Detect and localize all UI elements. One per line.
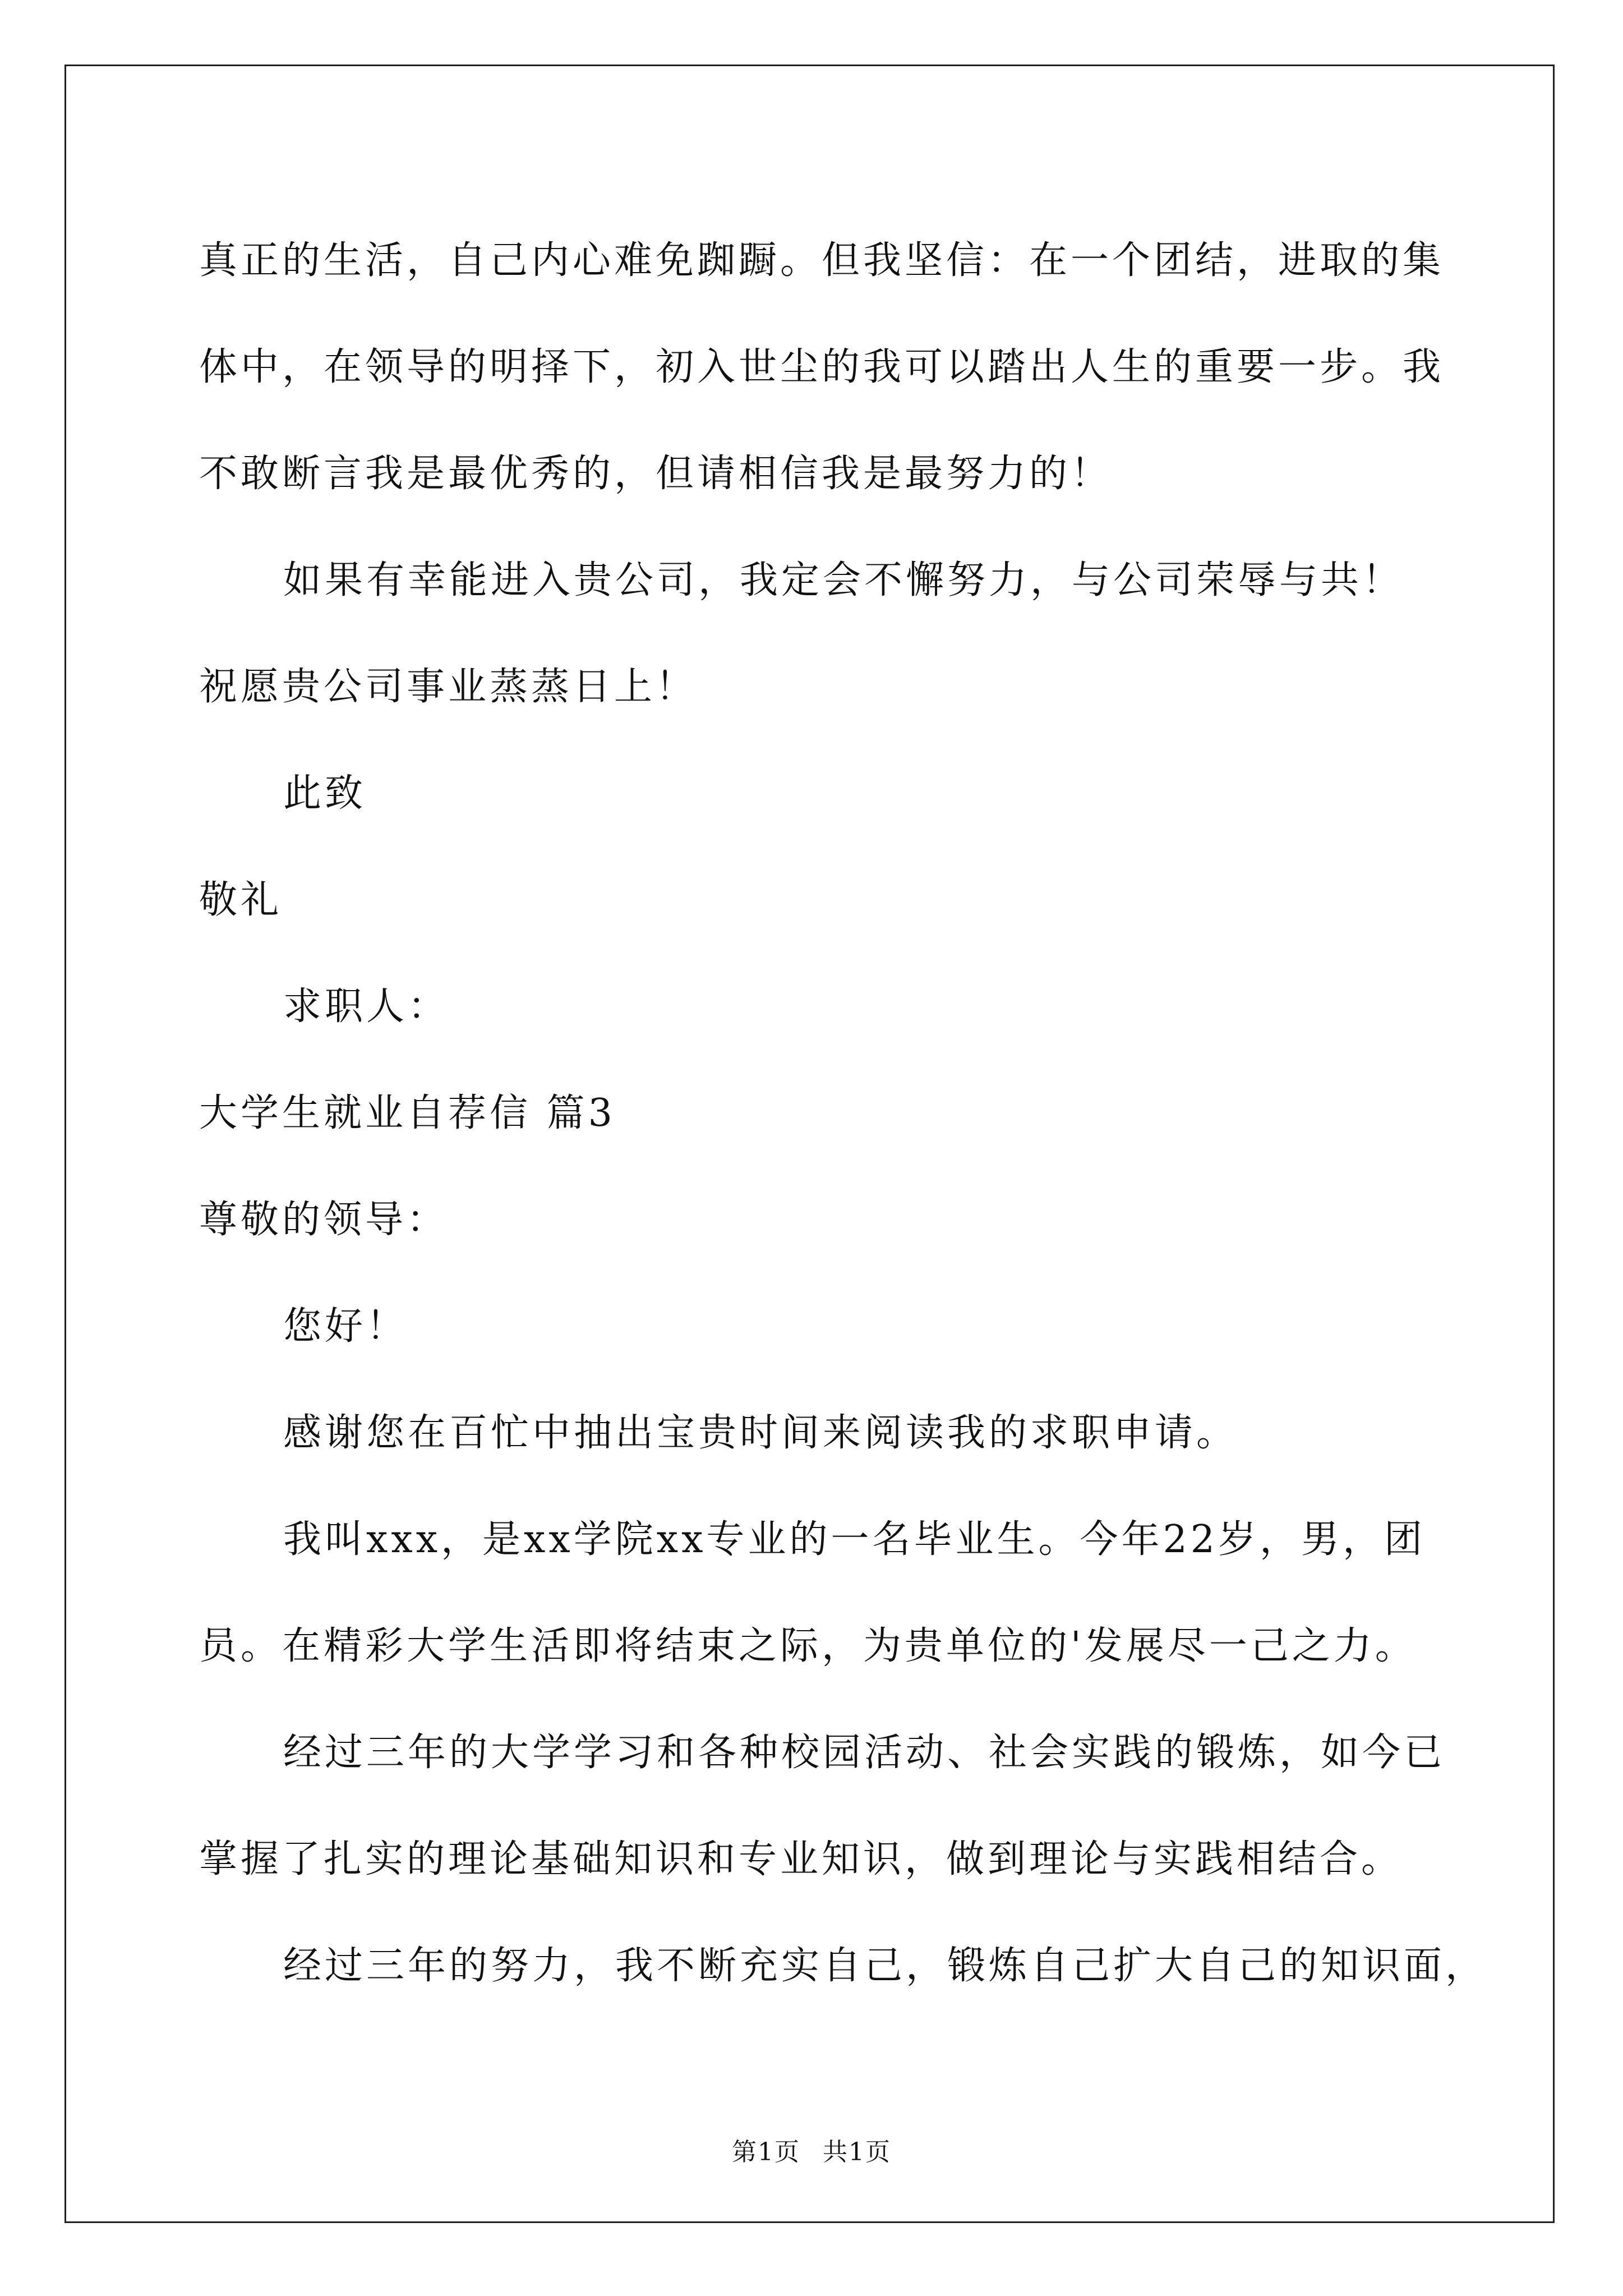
text-line: 您好！ [283, 1304, 408, 1349]
text-line: 经过三年的大学学习和各种校园活动、社会实践的锻炼，如今已 [283, 1731, 1446, 1775]
text-line: 不敢断言我是最优秀的，但请相信我是最努力的！ [199, 452, 1113, 496]
closing-regards: 敬礼 [199, 878, 283, 922]
text-line: 感谢您在百忙中抽出宝贵时间来阅读我的求职申请。 [283, 1411, 1238, 1455]
document-body [199, 208, 1487, 2019]
text-line: 掌握了扎实的理论基础知识和专业知识，做到理论与实践相结合。 [199, 1837, 1403, 1881]
text-line: 如果有幸能进入贵公司，我定会不懈努力，与公司荣辱与共！ [283, 558, 1404, 602]
page-count: 共1页 [823, 2138, 891, 2166]
text-line: 体中，在领导的明择下，初入世尘的我可以踏出人生的重要一步。我 [199, 345, 1445, 389]
signature-label: 求职人： [283, 984, 450, 1029]
text-line: 经过三年的努力，我不断充实自己，锻炼自己扩大自己的知识面， [283, 1944, 1487, 1988]
section-heading: 大学生就业自荐信 篇3 [199, 1091, 616, 1135]
text-line: 员。在精彩大学生活即将结束之际，为贵单位的'发展尽一己之力。 [199, 1624, 1417, 1668]
closing-salutation: 此致 [283, 771, 367, 816]
text-line: 真正的生活，自己内心难免踟蹰。但我坚信：在一个团结，进取的集 [199, 238, 1445, 283]
page-number: 第1页 [732, 2138, 800, 2166]
text-line: 祝愿贵公司事业蒸蒸日上！ [199, 665, 698, 709]
text-line: 我叫xxx，是xx学院xx专业的一名毕业生。今年22岁，男，团 [283, 1517, 1426, 1562]
page-footer [0, 2132, 1623, 2168]
greeting: 尊敬的领导： [199, 1198, 449, 1242]
